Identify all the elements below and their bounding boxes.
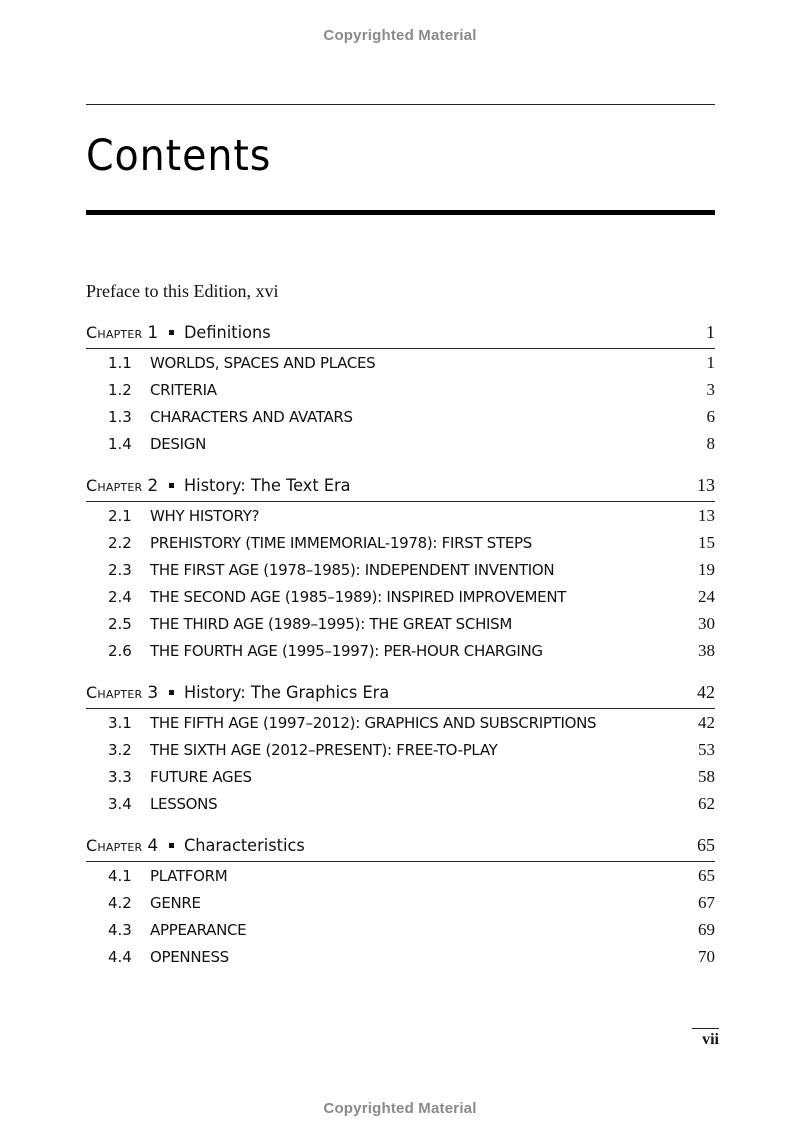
square-bullet-icon (169, 483, 174, 488)
section-entry[interactable] (86, 403, 715, 430)
chapter-page-number: 1 (706, 322, 715, 342)
section-title: GENRE (150, 894, 201, 912)
section-number: 3.3 (108, 768, 132, 786)
section-entry[interactable] (86, 583, 715, 610)
chapter-block-3 (86, 682, 715, 817)
section-title: FUTURE AGES (150, 768, 252, 786)
section-number: 4.2 (108, 894, 132, 912)
chapter-title: Characteristics (184, 836, 305, 856)
section-entry[interactable] (86, 610, 715, 637)
section-title: THE SECOND AGE (1985–1989): INSPIRED IMPROVEMENT (150, 588, 567, 606)
section-title: WHY HISTORY? (150, 507, 260, 525)
chapter-page-number: 42 (697, 682, 715, 702)
section-number: 3.1 (108, 714, 132, 732)
chapter-heading[interactable] (86, 835, 715, 862)
section-entry[interactable] (86, 736, 715, 763)
section-entry[interactable] (86, 430, 715, 457)
chapter-heading[interactable] (86, 475, 715, 502)
square-bullet-icon (169, 330, 174, 335)
chapter-number: 4 (147, 836, 159, 856)
section-title: CHARACTERS AND AVATARS (150, 408, 353, 426)
section-title: THE SIXTH AGE (2012–PRESENT): FREE-TO-PLAY (150, 741, 498, 759)
section-number: 1.2 (108, 381, 132, 399)
section-page-number: 65 (698, 866, 715, 885)
section-page-number: 13 (698, 506, 715, 525)
chapter-page-number: 13 (697, 475, 715, 495)
section-page-number: 19 (698, 560, 715, 579)
section-number: 1.1 (108, 354, 132, 372)
section-entry[interactable] (86, 790, 715, 817)
section-number: 2.4 (108, 588, 132, 606)
section-page-number: 8 (706, 434, 715, 453)
section-entry[interactable] (86, 889, 715, 916)
section-number: 1.3 (108, 408, 132, 426)
chapter-list (86, 322, 715, 970)
section-number: 2.2 (108, 534, 132, 552)
chapter-heading[interactable] (86, 322, 715, 349)
page-title: Contents (86, 131, 272, 181)
chapter-label: Chapter (86, 476, 143, 495)
section-page-number: 69 (698, 920, 715, 939)
chapter-title: Definitions (184, 323, 271, 343)
chapter-title: History: The Graphics Era (184, 683, 390, 703)
section-list (86, 502, 715, 664)
section-entry[interactable] (86, 502, 715, 529)
chapter-number: 2 (147, 476, 159, 496)
section-number: 4.4 (108, 948, 132, 966)
section-title: PREHISTORY (TIME IMMEMORIAL-1978): FIRST STEPS (150, 534, 533, 552)
header-rule (86, 104, 715, 105)
section-page-number: 1 (706, 353, 715, 372)
section-number: 1.4 (108, 435, 132, 453)
chapter-heading[interactable] (86, 682, 715, 709)
section-title: LESSONS (150, 795, 218, 813)
section-entry[interactable] (86, 862, 715, 889)
section-page-number: 62 (698, 794, 715, 813)
section-entry[interactable] (86, 556, 715, 583)
section-entry[interactable] (86, 376, 715, 403)
section-page-number: 30 (698, 614, 715, 633)
section-page-number: 58 (698, 767, 715, 786)
section-title: DESIGN (150, 435, 207, 453)
section-number: 3.2 (108, 741, 132, 759)
square-bullet-icon (169, 690, 174, 695)
chapter-label: Chapter (86, 683, 143, 702)
chapter-label: Chapter (86, 323, 143, 342)
section-entry[interactable] (86, 943, 715, 970)
section-number: 2.5 (108, 615, 132, 633)
section-page-number: 70 (698, 947, 715, 966)
chapter-block-2 (86, 475, 715, 664)
section-entry[interactable] (86, 529, 715, 556)
section-page-number: 42 (698, 713, 715, 732)
title-rule (86, 210, 715, 215)
chapter-page-number: 65 (697, 835, 715, 855)
section-title: CRITERIA (150, 381, 217, 399)
section-entry[interactable] (86, 637, 715, 664)
section-title: THE FIRST AGE (1978–1985): INDEPENDENT INVENTION (150, 561, 555, 579)
section-page-number: 15 (698, 533, 715, 552)
copyright-watermark-top: Copyrighted Material (323, 27, 477, 44)
section-entry[interactable] (86, 709, 715, 736)
section-title: OPENNESS (150, 948, 229, 966)
section-number: 2.1 (108, 507, 132, 525)
section-title: THE THIRD AGE (1989–1995): THE GREAT SCHISM (150, 615, 513, 633)
chapter-number: 3 (147, 683, 159, 703)
chapter-title: History: The Text Era (184, 476, 351, 496)
section-list (86, 709, 715, 817)
section-page-number: 38 (698, 641, 715, 660)
section-title: THE FIFTH AGE (1997–2012): GRAPHICS AND SUBSCRIPTIONS (150, 714, 597, 732)
chapter-label: Chapter (86, 836, 143, 855)
section-page-number: 67 (698, 893, 715, 912)
copyright-watermark-bottom: Copyrighted Material (323, 1100, 477, 1117)
section-number: 2.3 (108, 561, 132, 579)
section-number: 2.6 (108, 642, 132, 660)
section-title: APPEARANCE (150, 921, 247, 939)
section-list (86, 349, 715, 457)
square-bullet-icon (169, 843, 174, 848)
section-page-number: 6 (706, 407, 715, 426)
section-entry[interactable] (86, 349, 715, 376)
chapter-number: 1 (147, 323, 159, 343)
section-title: PLATFORM (150, 867, 228, 885)
section-entry[interactable] (86, 763, 715, 790)
chapter-block-1 (86, 322, 715, 457)
section-number: 4.3 (108, 921, 132, 939)
section-title: THE FOURTH AGE (1995–1997): PER-HOUR CHARGING (150, 642, 543, 660)
section-entry[interactable] (86, 916, 715, 943)
section-title: WORLDS, SPACES AND PLACES (150, 354, 376, 372)
chapter-block-4 (86, 835, 715, 970)
page-folio: vii (692, 1028, 719, 1050)
section-page-number: 24 (698, 587, 715, 606)
section-page-number: 53 (698, 740, 715, 759)
table-of-contents (86, 322, 715, 988)
section-number: 4.1 (108, 867, 132, 885)
section-page-number: 3 (706, 380, 715, 399)
preface-entry[interactable]: Preface to this Edition, xvi (86, 281, 279, 301)
section-number: 3.4 (108, 795, 132, 813)
section-list (86, 862, 715, 970)
